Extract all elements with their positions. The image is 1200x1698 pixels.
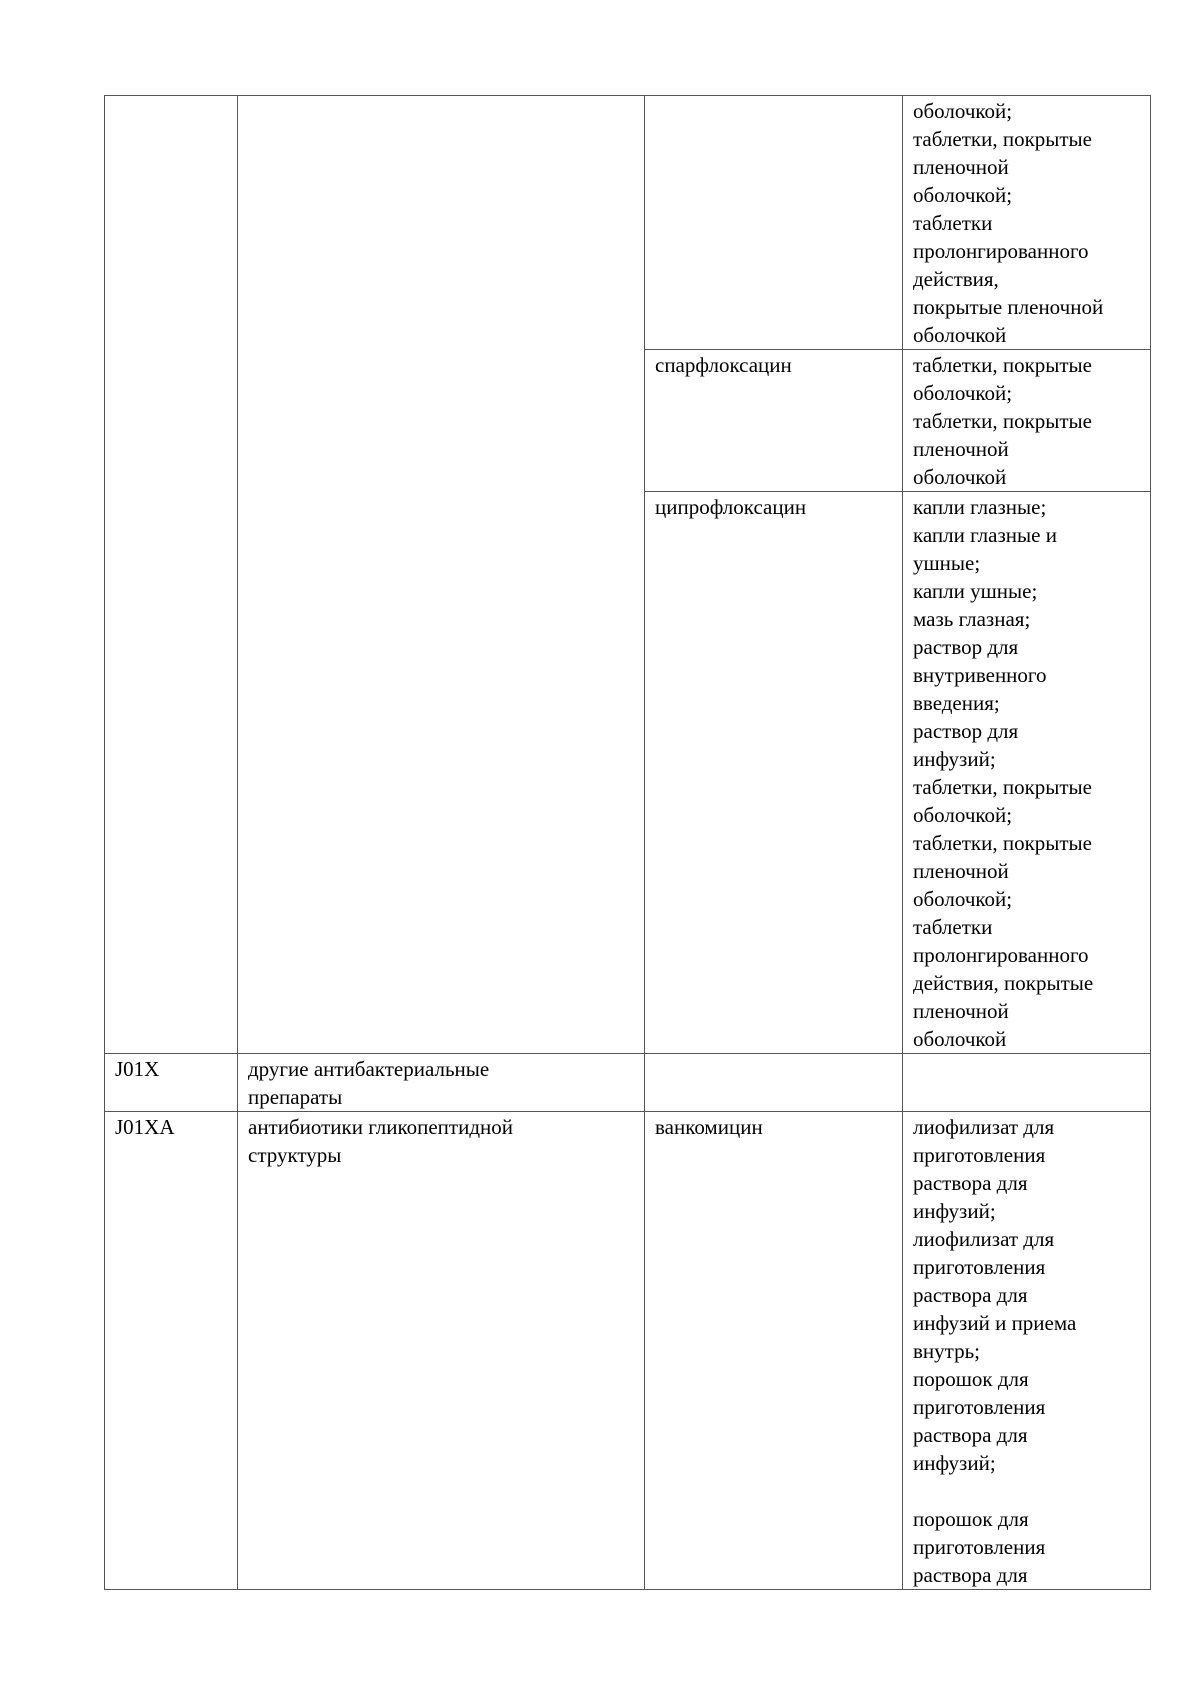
drug-name-cell — [645, 1112, 903, 1590]
drug-name: ципрофлоксацин — [655, 495, 807, 519]
table-row — [105, 1112, 1151, 1590]
dosage-form-line — [913, 1477, 1140, 1505]
dosage-form-line: раствора для — [913, 1171, 1028, 1195]
dosage-form-line: капли ушные; — [913, 579, 1038, 603]
dosage-form-line: внутривенного — [913, 663, 1047, 687]
dosage-form-line: оболочкой — [913, 323, 1007, 347]
dosage-form-line: пролонгированного — [913, 239, 1089, 263]
table-row — [105, 96, 1151, 350]
dosage-form-line: внутрь; — [913, 1339, 980, 1363]
dosage-form-line: ушные; — [913, 551, 981, 575]
dosage-form-line: инфузий и приема — [913, 1311, 1077, 1335]
dosage-form-cell — [903, 492, 1151, 1054]
atc-code: J01XA — [115, 1115, 175, 1139]
atc-code: J01X — [115, 1057, 160, 1081]
dosage-form-cell — [903, 1112, 1151, 1590]
dosage-form-line: таблетки, покрытые — [913, 775, 1092, 799]
table-row — [105, 1054, 1151, 1112]
dosage-form-line: введения; — [913, 691, 1000, 715]
dosage-form-line: порошок для — [913, 1507, 1029, 1531]
group-name-cell — [238, 96, 645, 1054]
drug-name-cell — [645, 350, 903, 492]
dosage-form-line: пленочной — [913, 155, 1009, 179]
dosage-form-line: таблетки, покрытые — [913, 353, 1092, 377]
dosage-form-line: приготовления — [913, 1535, 1046, 1559]
dosage-form-line: инфузий; — [913, 1199, 996, 1223]
dosage-form-line: оболочкой; — [913, 887, 1013, 911]
dosage-form-line: действия, — [913, 267, 999, 291]
drug-name: спарфлоксацин — [655, 353, 792, 377]
dosage-form-cell — [903, 350, 1151, 492]
dosage-form-line: пленочной — [913, 999, 1009, 1023]
dosage-form-line: таблетки, покрытые — [913, 831, 1092, 855]
dosage-form-line: раствор для — [913, 719, 1019, 743]
group-name-cell — [238, 1054, 645, 1112]
atc-code-cell — [105, 1112, 238, 1590]
group-name-line: антибиотики гликопептидной — [248, 1115, 514, 1139]
dosage-form-cell — [903, 96, 1151, 350]
dosage-form-line: оболочкой; — [913, 183, 1013, 207]
dosage-form-line: порошок для — [913, 1367, 1029, 1391]
dosage-form-line: оболочкой; — [913, 803, 1013, 827]
dosage-form-line: оболочкой; — [913, 99, 1013, 123]
dosage-form-line: раствор для — [913, 635, 1019, 659]
dosage-form-line: таблетки, покрытые — [913, 409, 1092, 433]
drug-name-cell — [645, 96, 903, 350]
dosage-form-line: раствора для — [913, 1423, 1028, 1447]
dosage-form-line: пролонгированного — [913, 943, 1089, 967]
dosage-form-line: покрытые пленочной — [913, 295, 1104, 319]
dosage-form-line: приготовления — [913, 1395, 1046, 1419]
dosage-form-line: раствора для — [913, 1283, 1028, 1307]
dosage-form-cell — [903, 1054, 1151, 1112]
drug-name-cell — [645, 492, 903, 1054]
dosage-form-line: пленочной — [913, 437, 1009, 461]
dosage-form-line: приготовления — [913, 1255, 1046, 1279]
group-name-line: структуры — [248, 1143, 342, 1167]
drug-name-cell — [645, 1054, 903, 1112]
dosage-form-line: лиофилизат для — [913, 1227, 1055, 1251]
dosage-form-line: приготовления — [913, 1143, 1046, 1167]
dosage-form-line: капли глазные и — [913, 523, 1057, 547]
group-name-cell — [238, 1112, 645, 1590]
group-name-line: препараты — [248, 1085, 343, 1109]
group-name-line: другие антибактериальные — [248, 1057, 490, 1081]
dosage-form-line: капли глазные; — [913, 495, 1047, 519]
dosage-form-line: инфузий; — [913, 747, 996, 771]
dosage-form-line: таблетки, покрытые — [913, 127, 1092, 151]
drug-name: ванкомицин — [655, 1115, 763, 1139]
dosage-form-line: инфузий; — [913, 1451, 996, 1475]
dosage-form-line: раствора для — [913, 1563, 1028, 1587]
dosage-form-line: лиофилизат для — [913, 1115, 1055, 1139]
dosage-form-line: мазь глазная; — [913, 607, 1031, 631]
dosage-form-line: действия, покрытые — [913, 971, 1094, 995]
dosage-form-line: оболочкой — [913, 465, 1007, 489]
dosage-form-line: таблетки — [913, 915, 993, 939]
dosage-form-line: оболочкой — [913, 1027, 1007, 1051]
dosage-form-line: оболочкой; — [913, 381, 1013, 405]
dosage-form-line: таблетки — [913, 211, 993, 235]
atc-code-cell — [105, 1054, 238, 1112]
drug-table — [104, 95, 1151, 1590]
atc-code-cell — [105, 96, 238, 1054]
dosage-form-line: пленочной — [913, 859, 1009, 883]
